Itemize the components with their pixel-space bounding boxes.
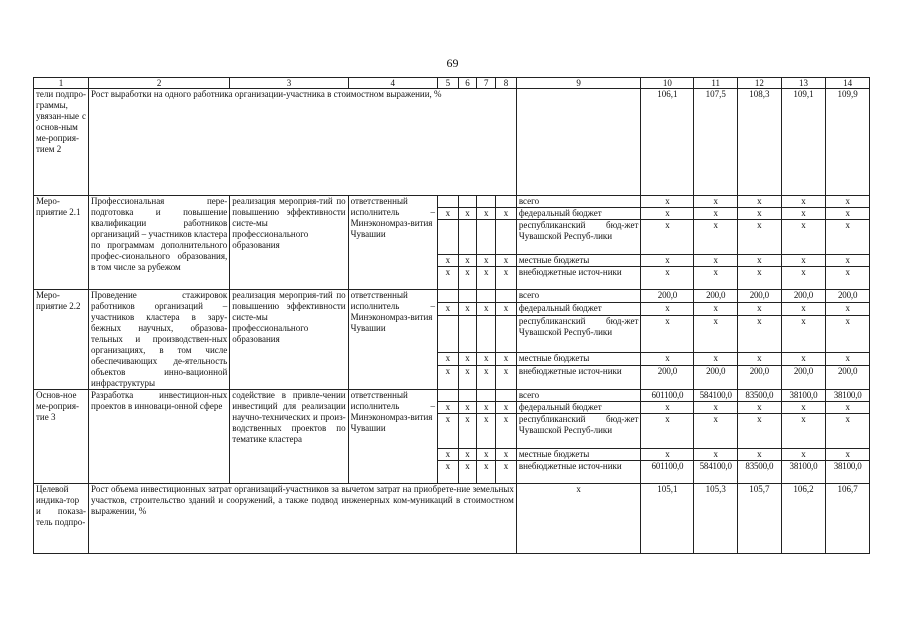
funding-value: x	[781, 208, 826, 220]
funding-value: 601100,0	[641, 390, 694, 402]
funding-value: x	[781, 220, 826, 255]
funding-value: 83500,0	[738, 390, 782, 402]
budget-code-cell: x	[477, 267, 496, 290]
budget-code-cell: x	[477, 461, 496, 484]
indicator-value: 108,3	[738, 89, 782, 196]
budget-code-cell: x	[437, 365, 458, 389]
funding-source: внебюджетные источ-ники	[516, 267, 641, 290]
budget-code-cell	[496, 315, 517, 352]
funding-value: 200,0	[738, 365, 782, 389]
budget-code-cell: x	[477, 365, 496, 389]
funding-value: x	[826, 449, 870, 461]
funding-value: x	[826, 208, 870, 220]
budget-code-cell: x	[477, 402, 496, 414]
funding-source: республиканский бюд-жет Чувашской Респуб-лики	[516, 414, 641, 449]
budget-code-cell: x	[496, 414, 517, 449]
funding-source: федеральный бюджет	[516, 402, 641, 414]
budget-code-cell	[458, 315, 477, 352]
funding-value: x	[694, 414, 738, 449]
indicator-value: 109,1	[781, 89, 826, 196]
budget-code-cell: x	[496, 267, 517, 290]
budget-code-cell	[496, 390, 517, 402]
funding-source: всего	[516, 196, 641, 208]
budget-code-cell: x	[437, 302, 458, 315]
budget-code-cell: x	[458, 414, 477, 449]
col-header: 10	[641, 78, 694, 89]
budget-code-cell	[437, 390, 458, 402]
budget-code-cell: x	[437, 414, 458, 449]
budget-code-cell: x	[437, 461, 458, 484]
funding-value: x	[738, 267, 782, 290]
budget-code-cell: x	[437, 449, 458, 461]
funding-value: x	[694, 196, 738, 208]
col-header: 9	[516, 78, 641, 89]
funding-source: республиканский бюд-жет Чувашской Респуб-лики	[516, 315, 641, 352]
measure-label: Меро-приятие 2.2	[34, 290, 89, 390]
funding-value: x	[738, 352, 782, 365]
funding-value: 83500,0	[738, 461, 782, 484]
funding-value: x	[826, 414, 870, 449]
measure-goal: реализация мероприя-тий по повышению эффективности систе-мы профессионального образования	[230, 196, 348, 290]
funding-value: x	[781, 352, 826, 365]
funding-value: 601100,0	[641, 461, 694, 484]
indicator-label: Целевой индика-тор и показа-тель подпро-	[34, 484, 89, 554]
funding-value: x	[781, 402, 826, 414]
budget-code-cell	[477, 390, 496, 402]
funding-value: x	[694, 255, 738, 267]
funding-value: x	[641, 449, 694, 461]
funding-value: x	[694, 220, 738, 255]
budget-code-cell	[477, 196, 496, 208]
budget-code-cell: x	[458, 302, 477, 315]
budget-code-cell: x	[437, 402, 458, 414]
funding-value: x	[826, 302, 870, 315]
col-header: 7	[477, 78, 496, 89]
budget-code-cell: x	[496, 255, 517, 267]
funding-value: x	[826, 220, 870, 255]
funding-value: x	[781, 267, 826, 290]
funding-value: x	[826, 267, 870, 290]
col-header: 13	[781, 78, 826, 89]
measure-executor: ответственный исполнитель – Минэкономраз-вития Чувашии	[348, 290, 437, 390]
funding-value: 38100,0	[781, 390, 826, 402]
funding-source: внебюджетные источ-ники	[516, 365, 641, 389]
budget-code-cell: x	[496, 208, 517, 220]
budget-code-cell	[496, 290, 517, 303]
budget-code-cell: x	[458, 461, 477, 484]
indicator-value: 105,1	[641, 484, 694, 554]
funding-value: x	[641, 196, 694, 208]
funding-value: x	[826, 402, 870, 414]
col-header: 3	[230, 78, 348, 89]
col-header: 11	[694, 78, 738, 89]
funding-value: 38100,0	[826, 390, 870, 402]
budget-code-cell	[496, 220, 517, 255]
funding-source: местные бюджеты	[516, 255, 641, 267]
col-header: 14	[826, 78, 870, 89]
funding-value: x	[641, 315, 694, 352]
funding-value: x	[738, 196, 782, 208]
measure-goal: реализация мероприя-тий по повышению эффективности систе-мы профессионального образования	[230, 290, 348, 390]
budget-code-cell: x	[477, 414, 496, 449]
budget-code-cell	[437, 290, 458, 303]
funding-value: 200,0	[641, 365, 694, 389]
indicator-value: 109,9	[826, 89, 870, 196]
indicator-value: 106,7	[826, 484, 870, 554]
funding-value: x	[641, 220, 694, 255]
funding-value: 200,0	[694, 290, 738, 303]
measure-row	[34, 290, 870, 303]
budget-code-cell: x	[496, 302, 517, 315]
funding-value: 200,0	[826, 365, 870, 389]
funding-value: x	[641, 208, 694, 220]
funding-value: x	[694, 267, 738, 290]
col-header: 6	[458, 78, 477, 89]
col-header: 4	[348, 78, 437, 89]
funding-value: x	[641, 402, 694, 414]
funding-source: местные бюджеты	[516, 352, 641, 365]
budget-code-cell: x	[477, 302, 496, 315]
funding-value: x	[781, 449, 826, 461]
indicator-text: Рост выработки на одного работника организации-участника в стоимостном выражении, %	[89, 89, 517, 196]
funding-source: внебюджетные источ-ники	[516, 461, 641, 484]
page-number: 69	[446, 56, 459, 70]
program-table	[33, 77, 870, 554]
funding-value: x	[781, 255, 826, 267]
measure-description: Профессиональная пере-подготовка и повышение квалификации работников организаций – участников кластера по программам дополнительного профес-сионального образования, в том числе за рубежом	[89, 196, 230, 290]
measure-goal: содействие в привле-чении инвестиций для реализации научно-технических и произ-водственных проектов по тематике кластера	[230, 390, 348, 484]
funding-value: x	[826, 352, 870, 365]
funding-value: 200,0	[738, 290, 782, 303]
funding-value: x	[738, 220, 782, 255]
budget-code-cell: x	[496, 449, 517, 461]
funding-value: x	[826, 196, 870, 208]
empty-cell	[516, 89, 641, 196]
budget-code-cell: x	[477, 255, 496, 267]
funding-value: 38100,0	[826, 461, 870, 484]
col-header: 1	[34, 78, 89, 89]
funding-value: x	[781, 302, 826, 315]
funding-source: республиканский бюд-жет Чувашской Респуб-лики	[516, 220, 641, 255]
col-header: 2	[89, 78, 230, 89]
indicator-value: 106,1	[641, 89, 694, 196]
indicator-value: 106,2	[781, 484, 826, 554]
budget-code-cell	[437, 220, 458, 255]
funding-source: федеральный бюджет	[516, 302, 641, 315]
budget-code-cell	[477, 220, 496, 255]
indicator-text: Рост объема инвестиционных затрат организаций-участников за вычетом затрат на приобрете-ние земельных участков, строительство зданий и сооружений, а также подвод инженерных ком-муникаций в стоимостном выражении, %	[89, 484, 517, 554]
funding-value: x	[641, 302, 694, 315]
budget-code-cell	[477, 290, 496, 303]
col-header: 5	[437, 78, 458, 89]
indicator-value: 105,3	[694, 484, 738, 554]
budget-code-cell: x	[458, 267, 477, 290]
budget-code-cell: x	[458, 255, 477, 267]
funding-value: x	[738, 302, 782, 315]
funding-value: 38100,0	[781, 461, 826, 484]
col-header: 12	[738, 78, 782, 89]
funding-value: x	[641, 352, 694, 365]
funding-value: 584100,0	[694, 390, 738, 402]
budget-code-cell	[496, 196, 517, 208]
measure-label: Меро-приятие 2.1	[34, 196, 89, 290]
funding-value: x	[738, 315, 782, 352]
funding-value: x	[738, 449, 782, 461]
budget-code-cell: x	[458, 208, 477, 220]
funding-source: местные бюджеты	[516, 449, 641, 461]
funding-value: x	[694, 315, 738, 352]
budget-code-cell: x	[458, 365, 477, 389]
budget-code-cell: x	[477, 352, 496, 365]
funding-value: x	[694, 302, 738, 315]
measure-description: Разработка инвестицион-ных проектов в инноваци-онной сфере	[89, 390, 230, 484]
funding-value: x	[826, 255, 870, 267]
col-header: 8	[496, 78, 517, 89]
indicator-label: тели подпро-граммы, увязан-ные с основ-ным ме-роприя-тием 2	[34, 89, 89, 196]
funding-value: x	[694, 449, 738, 461]
funding-source: всего	[516, 390, 641, 402]
funding-value: 200,0	[641, 290, 694, 303]
measure-label: Основ-ное ме-роприя-тие 3	[34, 390, 89, 484]
indicator-row	[34, 484, 870, 554]
budget-code-cell: x	[477, 208, 496, 220]
funding-value: x	[738, 402, 782, 414]
budget-code-cell	[458, 220, 477, 255]
funding-value: 584100,0	[694, 461, 738, 484]
budget-code-cell: x	[496, 352, 517, 365]
budget-code-cell	[458, 290, 477, 303]
indicator-marker: x	[516, 484, 641, 554]
measure-executor: ответственный исполнитель – Минэкономраз-вития Чувашии	[348, 196, 437, 290]
budget-code-cell: x	[477, 449, 496, 461]
funding-value: x	[738, 208, 782, 220]
funding-value: x	[641, 414, 694, 449]
funding-value: 200,0	[694, 365, 738, 389]
budget-code-cell: x	[437, 352, 458, 365]
budget-code-cell: x	[437, 267, 458, 290]
funding-value: x	[738, 255, 782, 267]
measure-row	[34, 390, 870, 402]
budget-code-cell	[437, 315, 458, 352]
budget-code-cell: x	[458, 402, 477, 414]
budget-code-cell: x	[496, 461, 517, 484]
header-row	[34, 78, 870, 89]
funding-value: x	[641, 267, 694, 290]
budget-code-cell: x	[437, 208, 458, 220]
funding-value: x	[694, 352, 738, 365]
table-body	[34, 78, 870, 554]
budget-code-cell: x	[496, 365, 517, 389]
indicator-value: 105,7	[738, 484, 782, 554]
funding-value: x	[738, 414, 782, 449]
funding-value: x	[781, 414, 826, 449]
budget-code-cell	[458, 196, 477, 208]
funding-value: x	[826, 315, 870, 352]
funding-value: x	[694, 402, 738, 414]
budget-code-cell: x	[437, 255, 458, 267]
budget-code-cell: x	[496, 402, 517, 414]
funding-source: всего	[516, 290, 641, 303]
funding-value: 200,0	[781, 290, 826, 303]
funding-value: 200,0	[781, 365, 826, 389]
indicator-row	[34, 89, 870, 196]
budget-code-cell	[477, 315, 496, 352]
measure-description: Проведение стажировок работников организаций – участников кластера в зару-бежных научных, образова-тельных и производствен-ных организациях, в том числе обеспечивающих де-ятельность объектов инно-вационной инфраструктуры	[89, 290, 230, 390]
budget-code-cell: x	[458, 352, 477, 365]
funding-value: 200,0	[826, 290, 870, 303]
measure-row	[34, 196, 870, 208]
budget-code-cell	[437, 196, 458, 208]
budget-code-cell: x	[458, 449, 477, 461]
measure-executor: ответственный исполнитель – Минэкономраз-вития Чувашии	[348, 390, 437, 484]
indicator-value: 107,5	[694, 89, 738, 196]
funding-value: x	[781, 315, 826, 352]
funding-value: x	[694, 208, 738, 220]
budget-code-cell	[458, 390, 477, 402]
funding-source: федеральный бюджет	[516, 208, 641, 220]
funding-value: x	[641, 255, 694, 267]
funding-value: x	[781, 196, 826, 208]
